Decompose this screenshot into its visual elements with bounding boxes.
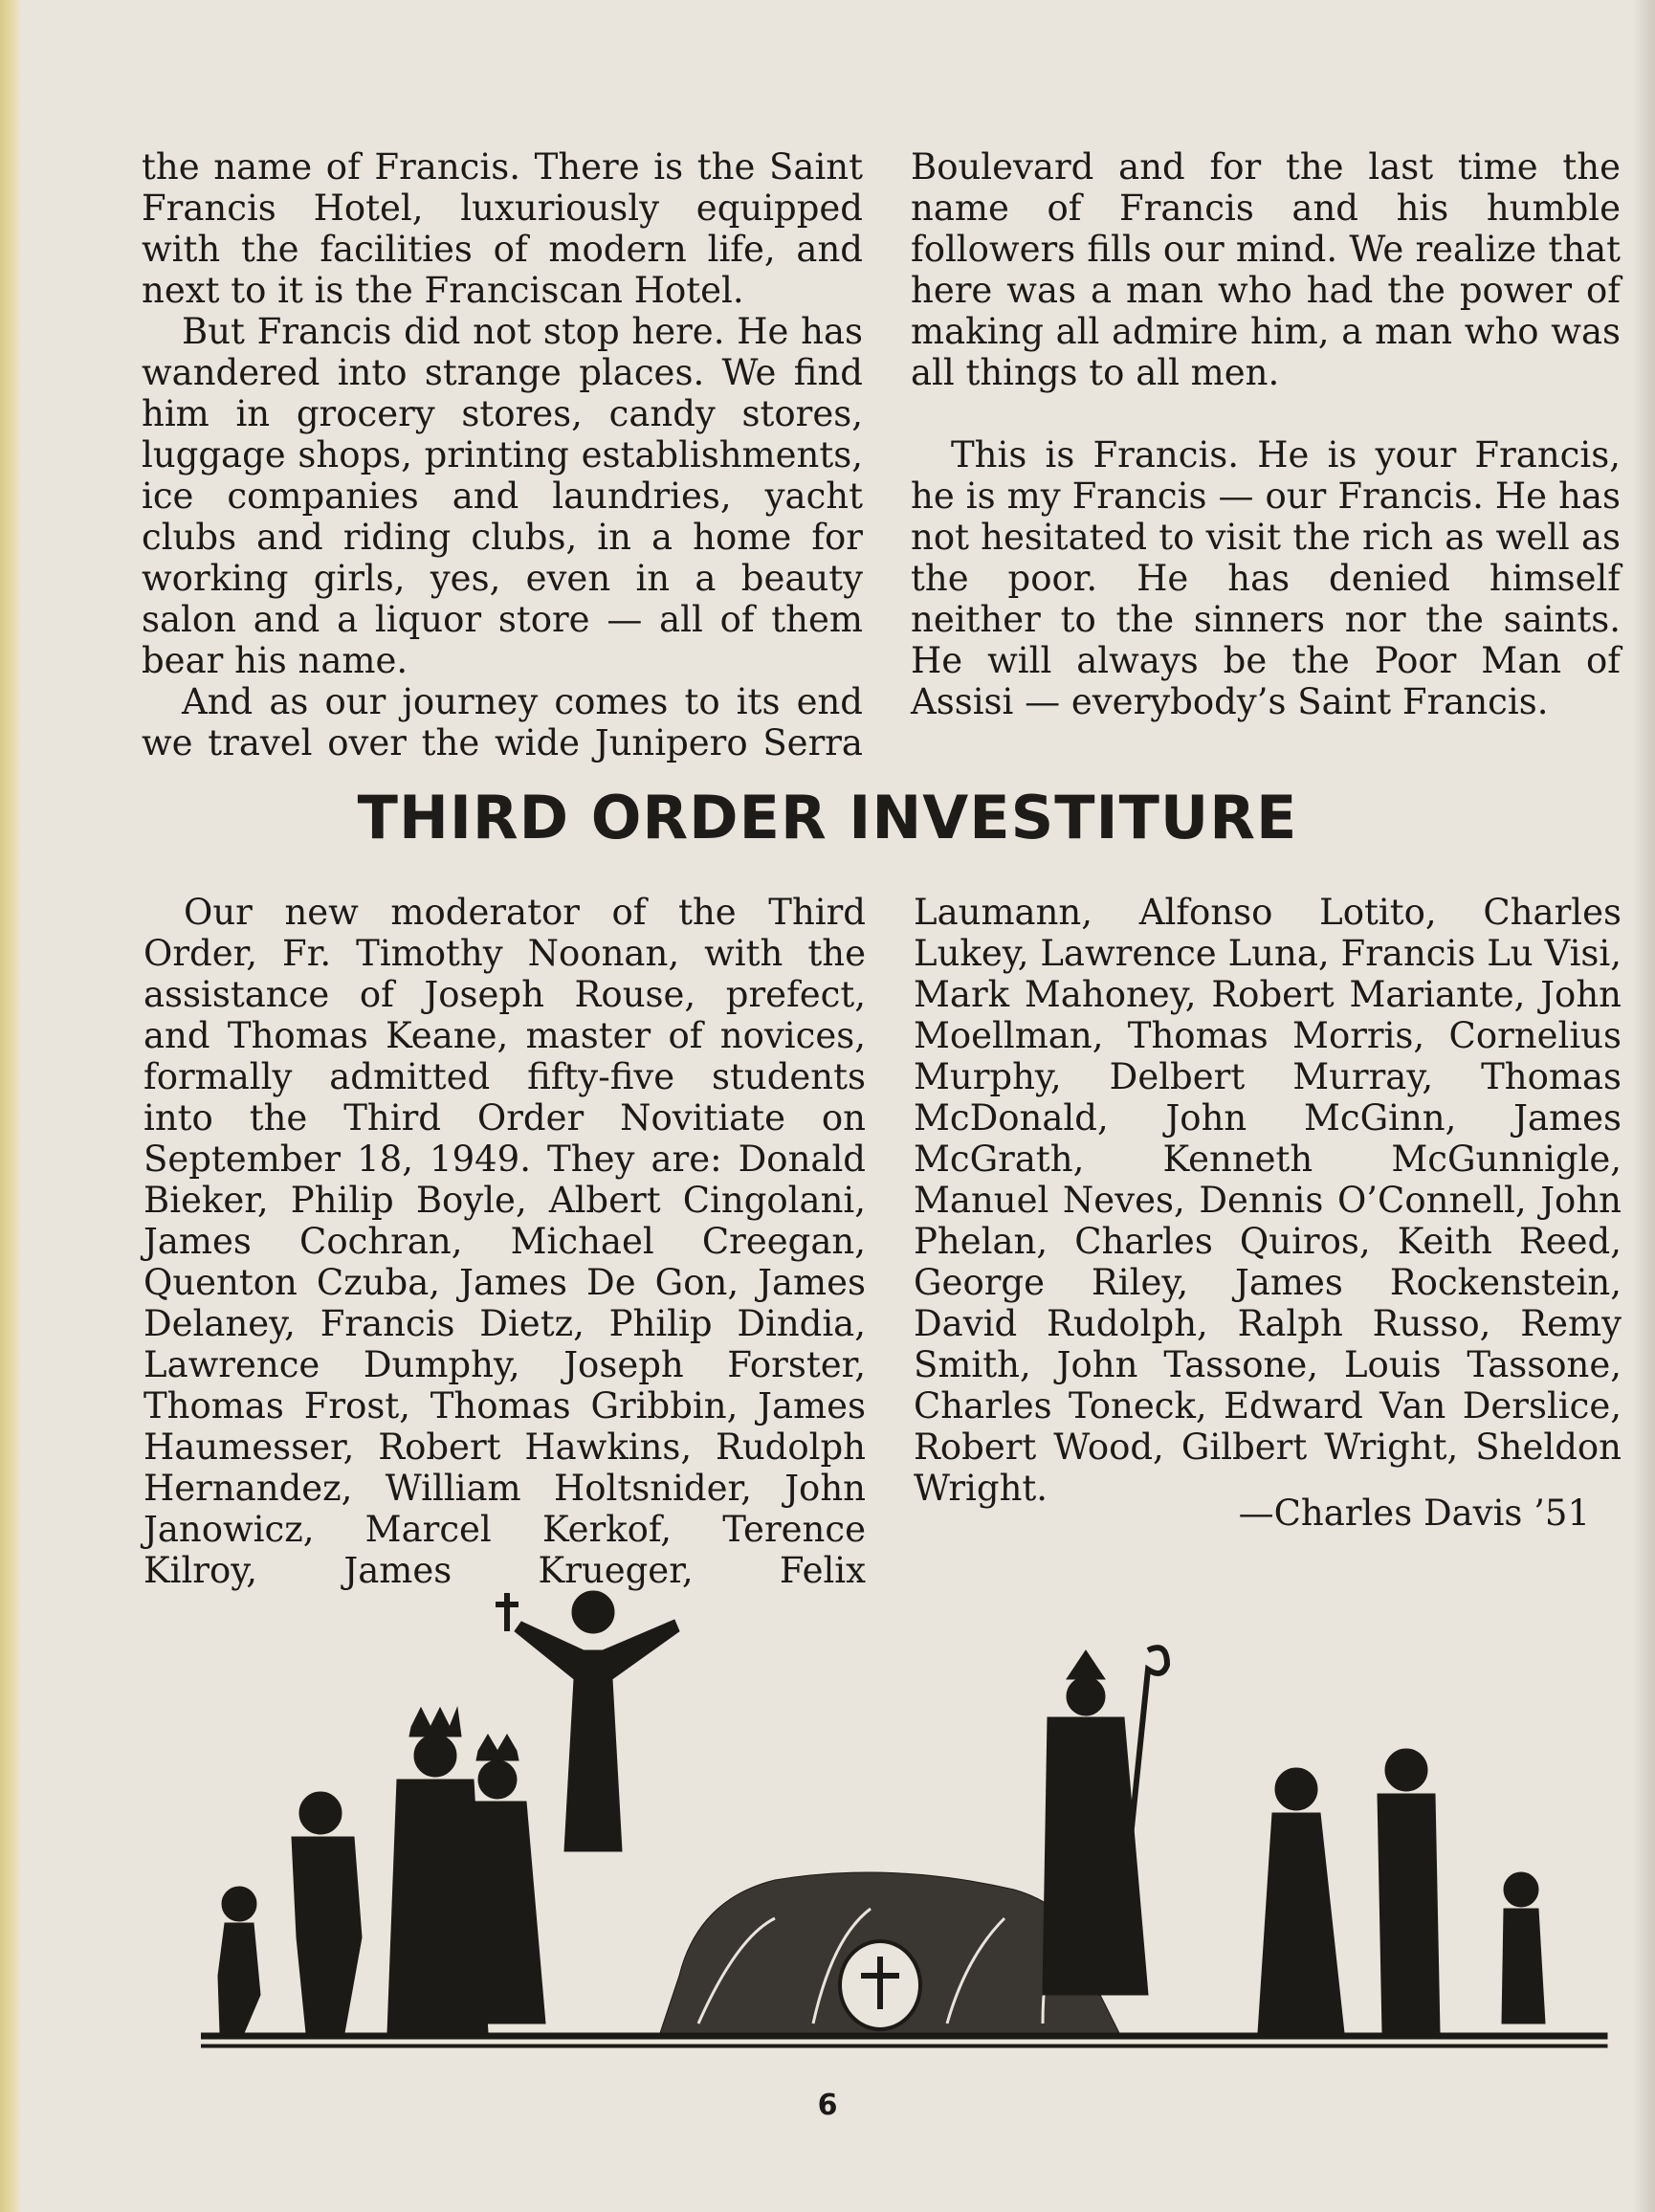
investiture-column-2 [914,892,1622,1509]
cross-icon [496,1593,519,1631]
man-figure [1378,1749,1440,2033]
section-heading: THIRD ORDER INVESTITURE [357,783,1298,852]
article-column-2 [911,146,1621,722]
paragraph: Laumann, Alfonso Lotito, Charles Lukey, Lawrence Luna, Francis Lu Visi, Mark Mahoney, Robert Mariante, John Moellman, Thomas Morris, Cornelius Murphy, Delbert Murray, Thomas McDonald, John McGinn, James McGrath, Kenneth McGunnigle, Manuel Neves, Dennis O’Connell, John Phelan, Charles Quiros, Keith Reed, George Riley, James Rockenstein, David Rudolph, Ralph Russo, Remy Smith, John Tassone, Louis Tassone, Charles Toneck, Edward Van Derslice, Robert Wood, Gilbert Wright, Sheldon Wright. [914,892,1622,1509]
paragraph: the name of Francis. There is the Saint Francis Hotel, luxuriously equipped with the facilities of modern life, and next to it is the Franciscan Hotel. [142,146,863,311]
peasant-figure [292,1792,362,2033]
paragraph: Boulevard and for the last time the name of Francis and his humble followers fills our mind. We realize that here was a man who had the power of making all admire him, a man who was all things to all men. [911,146,1621,393]
byline: —Charles Davis ’51 [1238,1493,1590,1534]
bishop-figure [1043,1648,1167,1995]
ground-line [201,2045,1607,2047]
page-number: 6 [817,2089,838,2122]
page-binding-edge [0,0,21,2212]
ground-line [201,2033,1607,2039]
paragraph: Our new moderator of the Third Order, Fr. Timothy Noonan, with the assistance of Joseph Rouse, prefect, and Thomas Keane, master of novices, formally admitted fifty-five students into the Third Order Novitiate on September 18, 1949. They are: Donald Bieker, Philip Boyle, Albert Cingolani, James Cochran, Michael Creegan, Quenton Czuba, James De Gon, James Delaney, Francis Dietz, Philip Dindia, Lawrence Dumphy, Joseph Forster, Thomas Frost, Thomas Gribbin, James Haumesser, Robert Hawkins, Rudolph Hernandez, William Holtsnider, John Janowicz, Marcel Kerkof, Terence Kilroy, James Krueger, Felix [143,892,866,1591]
woman-figure [1258,1768,1344,2033]
queen-figure [464,1735,545,2024]
investiture-column-1 [143,892,866,1591]
paragraph: But Francis did not stop here. He has wandered into strange places. We find him in grocery stores, candy stores, luggage shops, printing establishments, ice companies and laundries, yacht clubs and riding clubs, in a home for working girls, yes, even in a beauty salon and a liquor store — all of them bear his name. [142,311,863,681]
paragraph: This is Francis. He is your Francis, he is my Francis — our Francis. He has not hesitated to visit the rich as well as the poor. He has denied himself neither to the sinners nor the saints. He will always be the Poor Man of Assisi — everybody’s Saint Francis. [911,434,1621,722]
article-column-1 [142,146,863,763]
kneeling-child-right [1502,1872,1545,2024]
kneeling-child-left [218,1887,260,2033]
page-right-edge [1632,0,1655,2212]
saint-francis-illustration [201,1574,1617,2071]
paragraph: And as our journey comes to its end we travel over the wide Junipero Serra [142,681,863,763]
